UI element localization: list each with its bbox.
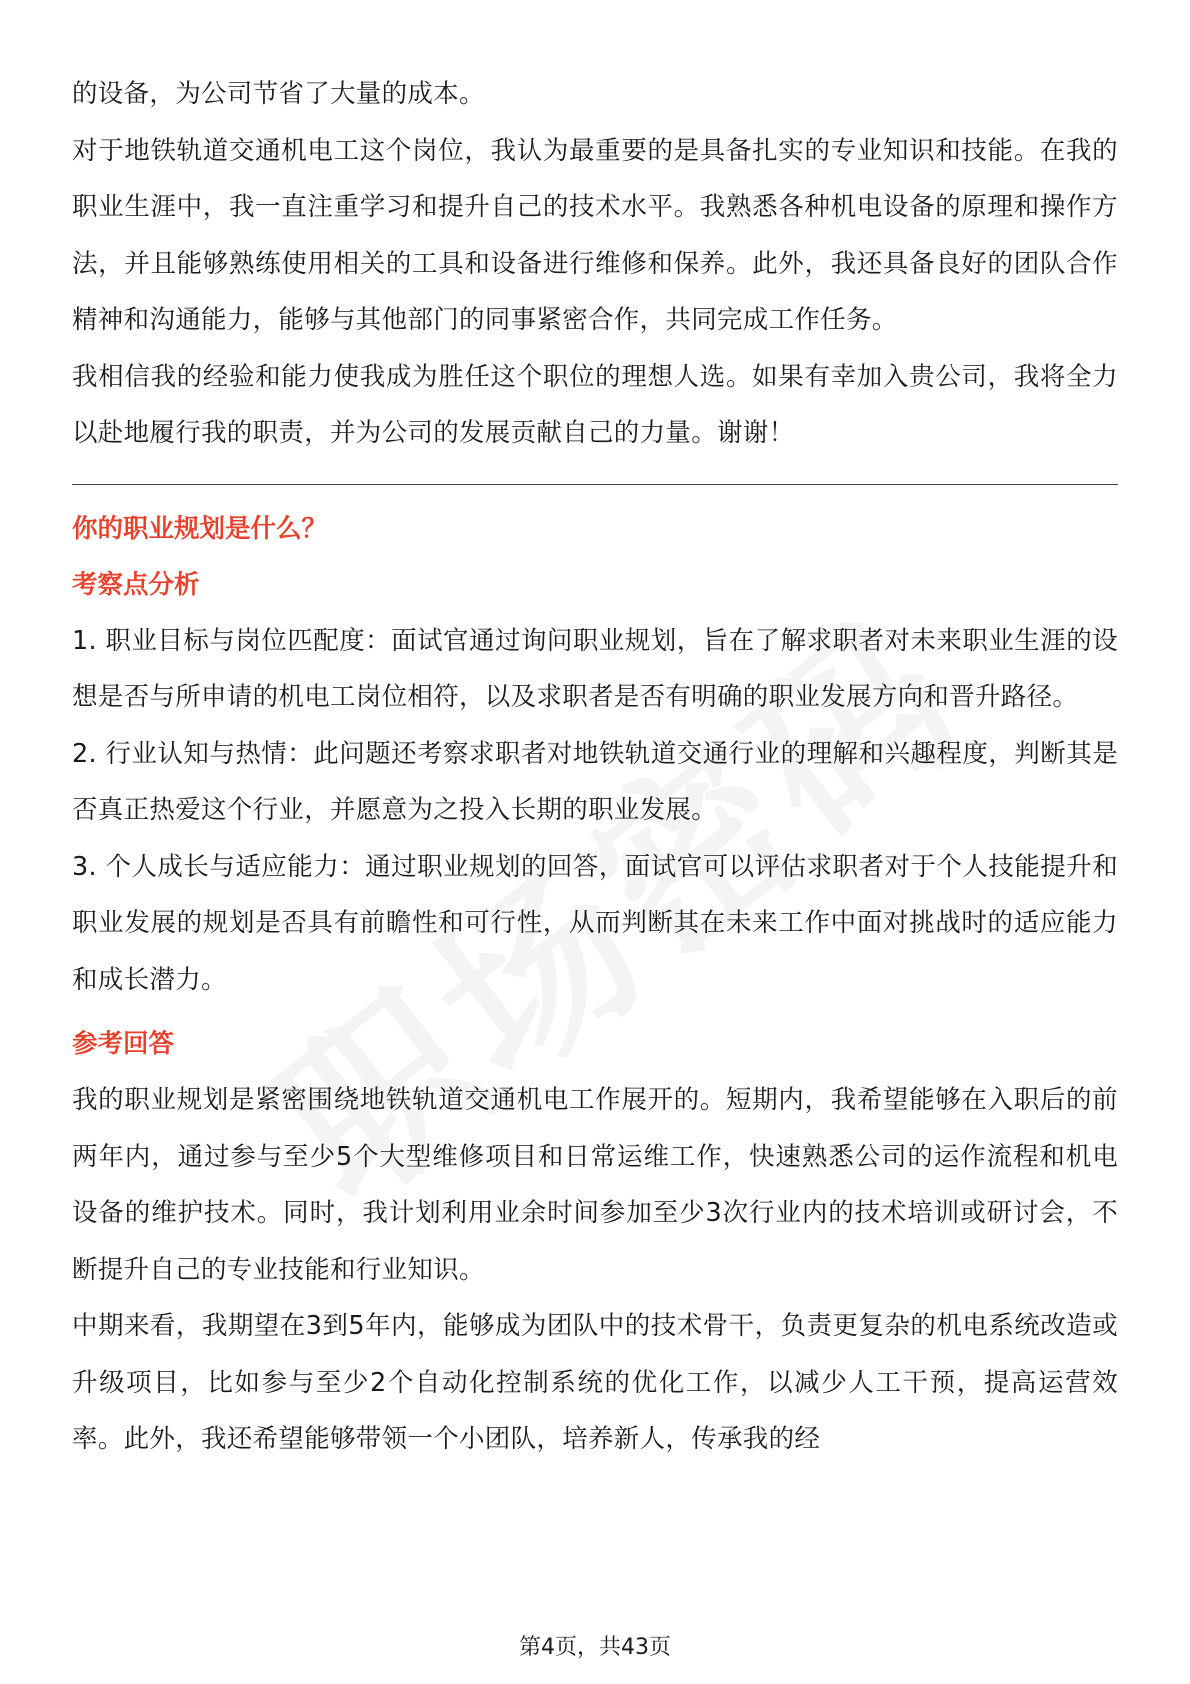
page-number-footer: 第4页，共43页 [519, 1635, 671, 1660]
section-divider [72, 484, 1118, 485]
section-gap [72, 1008, 1118, 1016]
answer-paragraph-2: 中期来看，我期望在3到5年内，能够成为团队中的技术骨干，负责更复杂的机电系统改造或升级项目，比如参与至少2个自动化控制系统的优化工作，以减少人工干预，提高运营效率。此外，我还希望能够带领一个小团队，培养新人，传承我的经 [72, 1311, 1118, 1454]
page-content [72, 66, 1118, 1468]
analysis-item-1: 1. 职业目标与岗位匹配度：面试官通过询问职业规划，旨在了解求职者对未来职业生涯的设想是否与所申请的机电工岗位相符，以及求职者是否有明确的职业发展方向和晋升路径。 [72, 625, 1118, 712]
question-heading: 你的职业规划是什么？ [72, 513, 328, 544]
paragraph-closing: 我相信我的经验和能力使我成为胜任这个职位的理想人选。如果有幸加入贵公司，我将全力以赴地履行我的职责，并为公司的发展贡献自己的力量。谢谢！ [72, 361, 1118, 448]
paragraph-skills: 对于地铁轨道交通机电工这个岗位，我认为最重要的是具备扎实的专业知识和技能。在我的职业生涯中，我一直注重学习和提升自己的技术水平。我熟悉各种机电设备的原理和操作方法，并且能够熟练使用相关的工具和设备进行维修和保养。此外，我还具备良好的团队合作精神和沟通能力，能够与其他部门的同事紧密合作，共同完成工作任务。 [72, 135, 1118, 335]
answer-paragraph-1: 我的职业规划是紧密围绕地铁轨道交通机电工作展开的。短期内，我希望能够在入职后的前两年内，通过参与至少5个大型维修项目和日常运维工作，快速熟悉公司的运作流程和机电设备的维护技术。同时，我计划利用业余时间参加至少3次行业内的技术培训或研讨会，不断提升自己的专业技能和行业知识。 [72, 1085, 1118, 1285]
analysis-item-3: 3. 个人成长与适应能力：通过职业规划的回答，面试官可以评估求职者对于个人技能提升和职业发展的规划是否具有前瞻性和可行性，从而判断其在未来工作中面对挑战时的适应能力和成长潜力。 [72, 851, 1118, 995]
paragraph-continuation: 的设备，为公司节省了大量的成本。 [72, 79, 485, 109]
analysis-heading: 考察点分析 [72, 569, 200, 600]
analysis-item-2: 2. 行业认知与热情：此问题还考察求职者对地铁轨道交通行业的理解和兴趣程度，判断其是否真正热爱这个行业，并愿意为之投入长期的职业发展。 [72, 738, 1118, 825]
answer-heading: 参考回答 [72, 1029, 175, 1059]
